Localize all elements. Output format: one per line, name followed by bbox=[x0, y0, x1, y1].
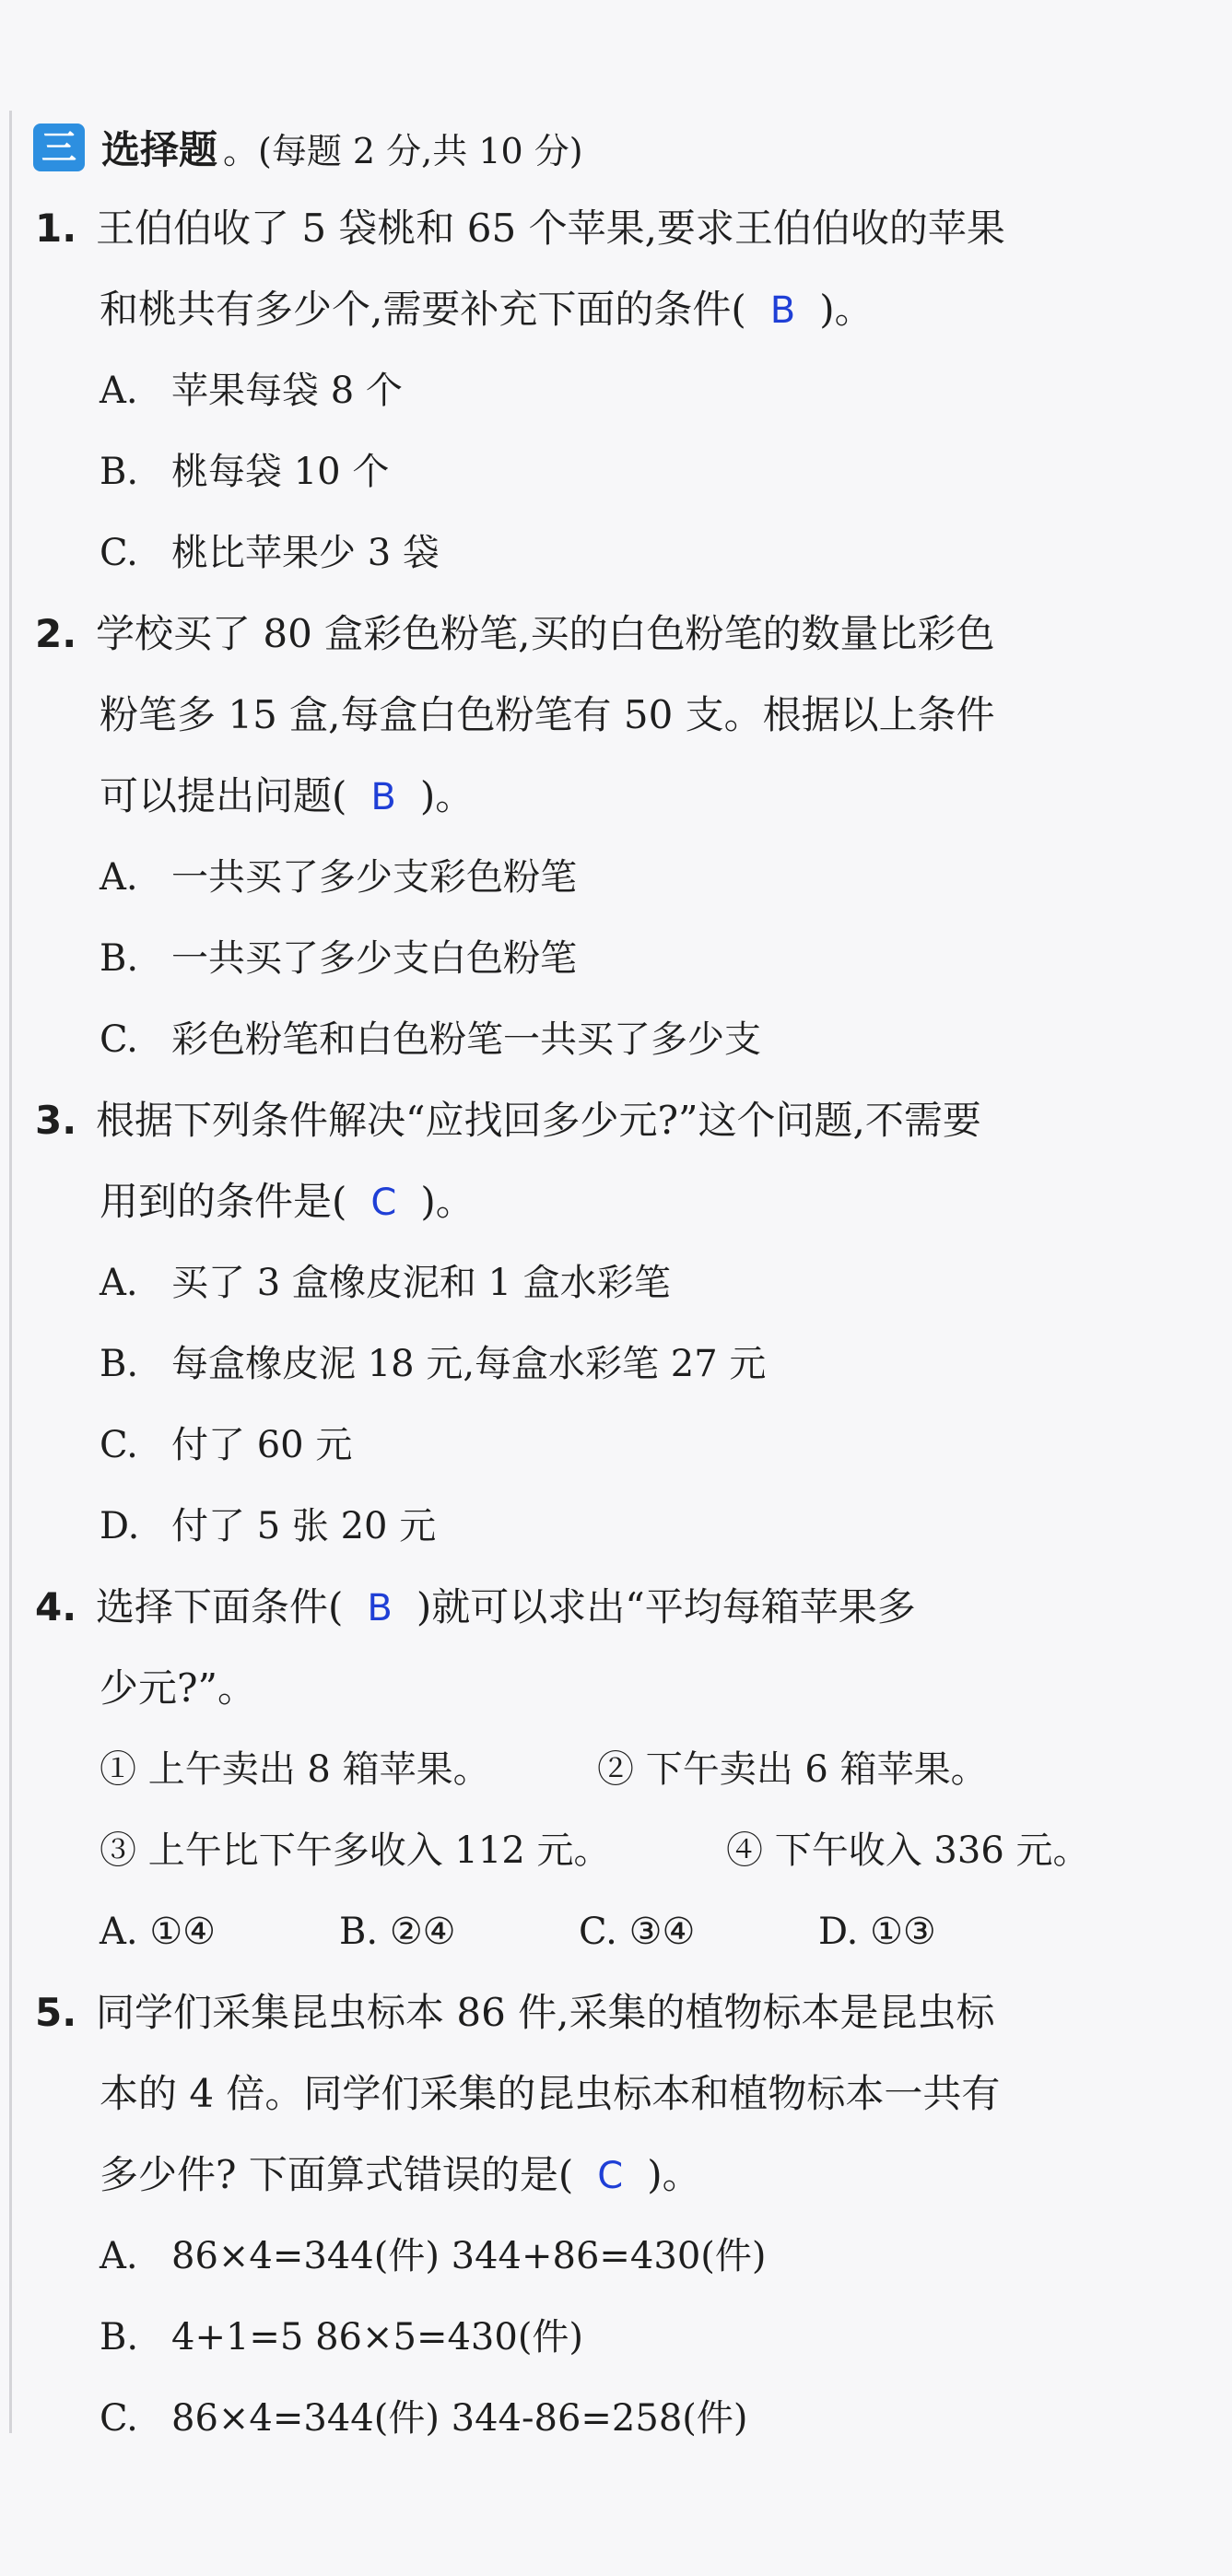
option-a: A. 一共买了多少支彩色粉笔 bbox=[100, 856, 577, 899]
option-c: C. 彩色粉笔和白色粉笔一共买了多少支 bbox=[100, 1018, 761, 1061]
question-2 bbox=[35, 606, 995, 662]
answer-mark: B bbox=[370, 776, 396, 818]
question-2-line-3: 可以提出问题( B )。 bbox=[100, 773, 475, 818]
margin-divider bbox=[9, 111, 12, 2433]
question-1-line-2: 和桃共有多少个,需要补充下面的条件( B )。 bbox=[100, 287, 874, 332]
choice-b: B. ②④ bbox=[339, 1911, 456, 1953]
question-text: 王伯伯收了 5 袋桃和 65 个苹果,要求王伯伯收的苹果 bbox=[96, 206, 1005, 251]
question-4: 4. 选择下面条件( B )就可以求出“平均每箱苹果多 bbox=[35, 1580, 916, 1636]
condition-3: ③ 上午比下午多收入 112 元。 bbox=[100, 1829, 611, 1872]
question-5-line-2: 本的 4 倍。同学们采集的昆虫标本和植物标本一共有 bbox=[100, 2071, 1001, 2116]
question-number: 2. bbox=[35, 611, 77, 656]
option-b: B. 4+1=5 86×5=430(件) bbox=[100, 2316, 584, 2358]
question-text: 根据下列条件解决“应找回多少元?”这个问题,不需要 bbox=[96, 1098, 981, 1143]
option-c: C. 付了 60 元 bbox=[100, 1424, 353, 1466]
condition-4: ④ 下午收入 336 元。 bbox=[726, 1829, 1090, 1872]
option-c: C. 86×4=344(件) 344-86=258(件) bbox=[100, 2397, 748, 2440]
choice-c: C. ③④ bbox=[579, 1911, 696, 1953]
question-number: 5. bbox=[35, 1990, 77, 2035]
condition-row-1 bbox=[100, 1742, 988, 1797]
option-b: B. 桃每袋 10 个 bbox=[100, 451, 390, 493]
section-note: 。(每题 2 分,共 10 分) bbox=[223, 130, 583, 171]
question-3 bbox=[35, 1093, 981, 1148]
condition-2: ② 下午卖出 6 箱苹果。 bbox=[597, 1748, 988, 1791]
choice-d: D. ①③ bbox=[818, 1911, 936, 1953]
option-a: A. 苹果每袋 8 个 bbox=[100, 370, 403, 412]
option-a: A. 买了 3 盒橡皮泥和 1 盒水彩笔 bbox=[100, 1262, 671, 1304]
option-a: A. 86×4=344(件) 344+86=430(件) bbox=[100, 2235, 767, 2277]
question-text: 同学们采集昆虫标本 86 件,采集的植物标本是昆虫标 bbox=[96, 1990, 995, 2035]
choice-row bbox=[100, 1904, 936, 1959]
question-4-line-2: 少元?”。 bbox=[100, 1665, 256, 1711]
question-1 bbox=[35, 201, 1005, 256]
section-title: 选择题 bbox=[101, 127, 218, 172]
question-3-line-2: 用到的条件是( C )。 bbox=[100, 1179, 475, 1224]
section-badge: 三 bbox=[33, 124, 85, 171]
section-header bbox=[33, 118, 583, 177]
condition-row-2 bbox=[100, 1823, 1090, 1878]
question-5-line-3: 多少件? 下面算式错误的是( C )。 bbox=[100, 2152, 701, 2197]
answer-mark: C bbox=[597, 2155, 624, 2197]
question-number: 4. bbox=[35, 1584, 77, 1629]
question-5 bbox=[35, 1985, 995, 2041]
option-b: B. 一共买了多少支白色粉笔 bbox=[100, 937, 577, 980]
choice-a: A. ①④ bbox=[100, 1911, 217, 1953]
option-d: D. 付了 5 张 20 元 bbox=[100, 1505, 437, 1547]
question-number: 1. bbox=[35, 206, 77, 251]
question-number: 3. bbox=[35, 1098, 77, 1143]
question-2-line-2: 粉笔多 15 盒,每盒白色粉笔有 50 支。根据以上条件 bbox=[100, 692, 995, 737]
option-c: C. 桃比苹果少 3 袋 bbox=[100, 532, 440, 574]
condition-1: ① 上午卖出 8 箱苹果。 bbox=[100, 1748, 490, 1791]
answer-mark: B bbox=[769, 289, 796, 332]
option-b: B. 每盒橡皮泥 18 元,每盒水彩笔 27 元 bbox=[100, 1343, 767, 1385]
question-text: 学校买了 80 盒彩色粉笔,买的白色粉笔的数量比彩色 bbox=[96, 611, 995, 656]
answer-mark: C bbox=[370, 1182, 397, 1224]
answer-mark: B bbox=[367, 1587, 393, 1629]
